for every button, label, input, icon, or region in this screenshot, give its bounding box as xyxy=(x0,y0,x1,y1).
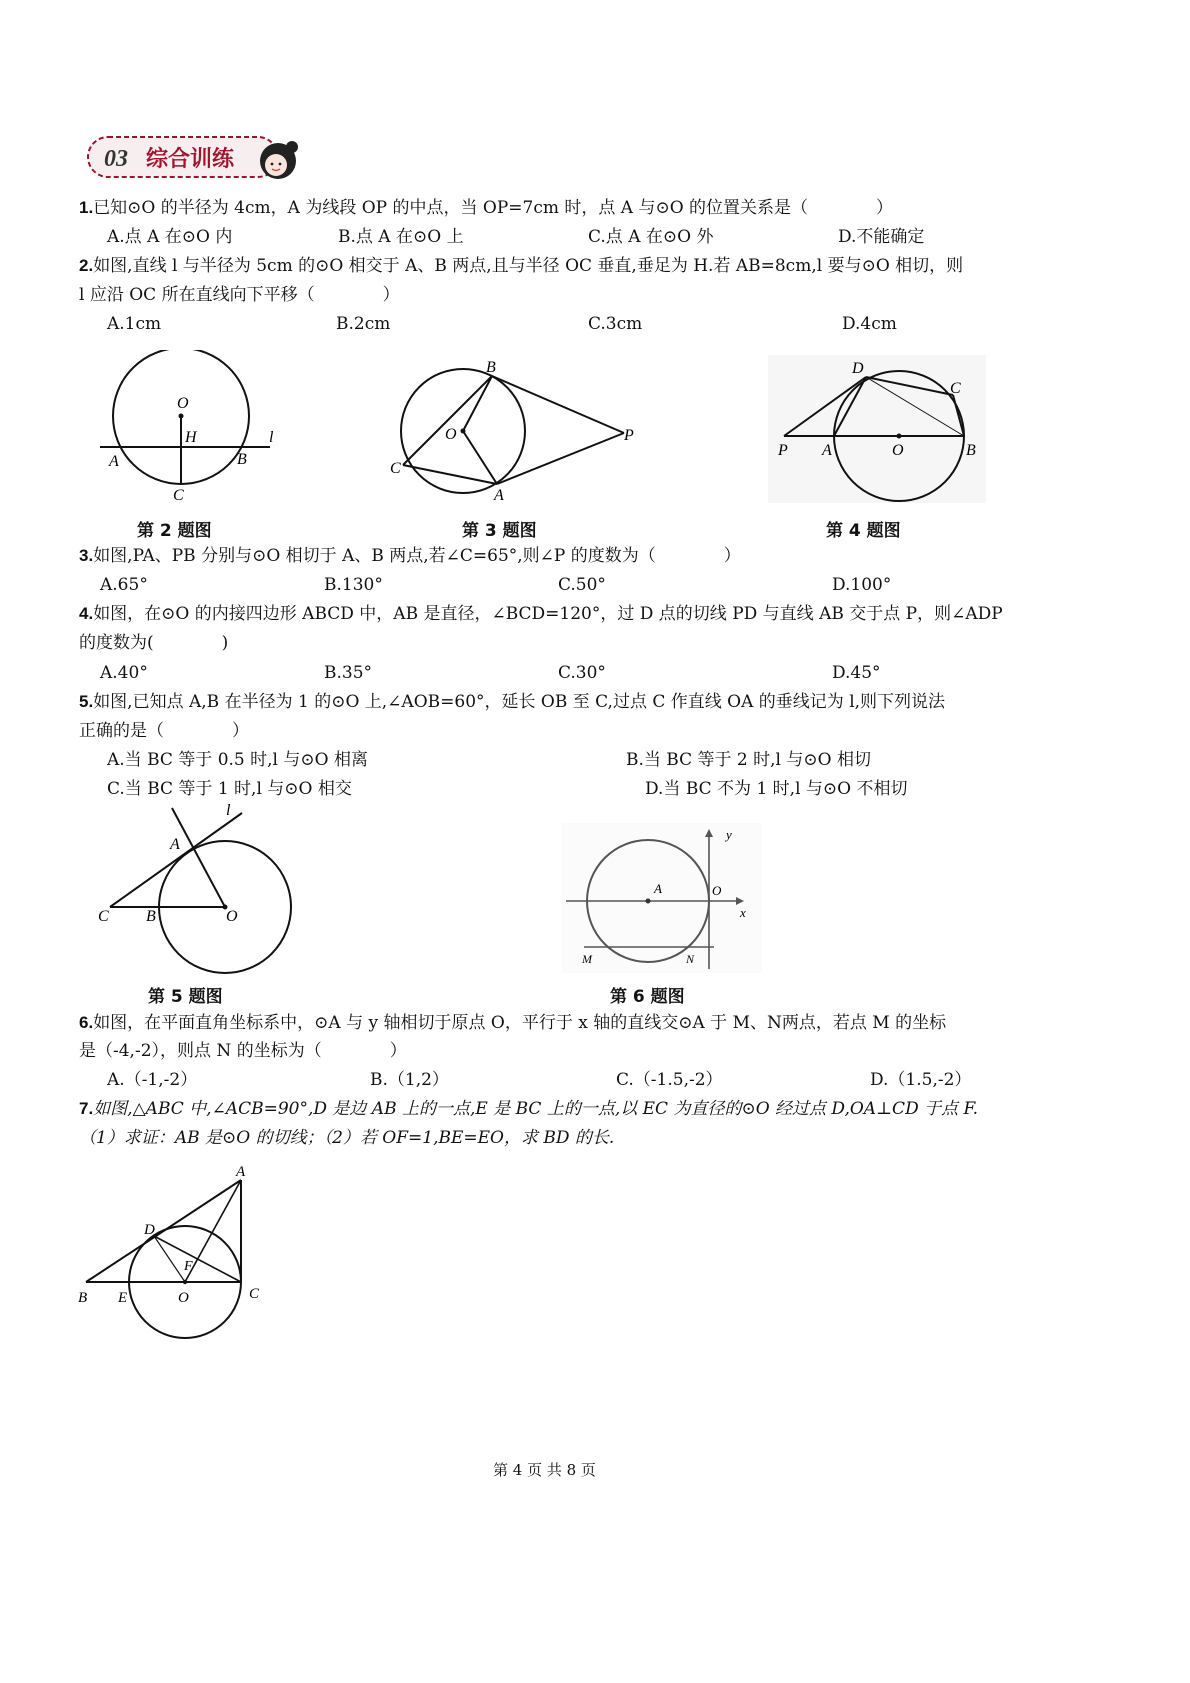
segment-do xyxy=(154,1236,185,1282)
option-d[interactable]: D.不能确定 xyxy=(838,227,925,247)
label-d: D xyxy=(144,1222,155,1238)
center-point xyxy=(897,434,902,439)
question-text-cont: （1）求证：AB 是⊙O 的切线；（2）若 OF=1,BE=EO，求 BD 的长. xyxy=(79,1128,615,1148)
question-text: 已知⊙O 的半径为 4cm，A 为线段 OP 的中点，当 OP=7cm 时，点 A 与⊙O 的位置关系是（ ） xyxy=(93,198,894,218)
label-a: A xyxy=(109,453,119,470)
figure-3 xyxy=(388,352,638,502)
section-title: 综合训练 xyxy=(146,147,235,172)
question-text: 如图,PA、PB 分别与⊙O 相切于 A、B 两点,若∠C=65°,则∠P 的度数为（ ） xyxy=(93,546,741,566)
option-d[interactable]: D.45° xyxy=(832,663,881,683)
option-c[interactable]: C.50° xyxy=(558,575,606,595)
figure-5 xyxy=(92,803,302,981)
tangent-pa xyxy=(497,433,624,484)
caption-figure-2: 第 2 题图 xyxy=(137,521,212,541)
option-b[interactable]: B.2cm xyxy=(336,314,391,334)
option-b[interactable]: B.点 A 在⊙O 上 xyxy=(338,227,464,247)
label-c: C xyxy=(390,460,401,477)
label-o: O xyxy=(892,442,904,459)
label-o: O xyxy=(178,1290,189,1306)
label-p: P xyxy=(624,427,634,444)
center-point xyxy=(646,899,651,904)
label-l: l xyxy=(226,803,231,819)
option-c[interactable]: C.当 BC 等于 1 时,l 与⊙O 相交 xyxy=(107,779,352,799)
center-point xyxy=(183,1280,187,1284)
question-text-cont: 是（-4,-2），则点 N 的坐标为（ ） xyxy=(79,1041,407,1061)
label-a: A xyxy=(236,1164,246,1180)
question-text: 如图，在平面直角坐标系中，⊙A 与 y 轴相切于原点 O，平行于 x 轴的直线交⊙A 于 M、N两点，若点 M 的坐标 xyxy=(93,1013,947,1033)
question-text-cont: 的度数为( ) xyxy=(79,633,229,653)
page-footer: 第 4 页 共 8 页 xyxy=(493,1461,596,1479)
label-o: O xyxy=(712,883,722,898)
label-a: A xyxy=(494,487,504,502)
radius-oa xyxy=(463,431,497,484)
question-2 xyxy=(79,255,963,277)
option-d[interactable]: D.当 BC 不为 1 时,l 与⊙O 不相切 xyxy=(645,779,908,799)
figure-7 xyxy=(74,1162,274,1344)
tangent-pb xyxy=(492,376,624,433)
label-b: B xyxy=(486,359,496,376)
option-b[interactable]: B.35° xyxy=(324,663,373,683)
figure-4 xyxy=(768,355,986,503)
question-4 xyxy=(79,603,1003,625)
label-b: B xyxy=(237,451,247,468)
line-l xyxy=(110,813,242,907)
question-text: 如图,△ABC 中,∠ACB=90°,D 是边 AB 上的一点,E 是 BC 上的一点,以 EC 为直径的⊙O 经过点 D,OA⊥CD 于点 F. xyxy=(93,1099,979,1119)
figure-background xyxy=(562,823,762,973)
question-number: 6. xyxy=(79,1013,94,1032)
label-c: C xyxy=(98,908,109,925)
label-y: y xyxy=(726,827,732,842)
caption-figure-4: 第 4 题图 xyxy=(826,521,901,541)
question-6 xyxy=(79,1012,946,1034)
label-a: A xyxy=(822,442,832,459)
label-b: B xyxy=(146,908,156,925)
option-c[interactable]: C.30° xyxy=(558,663,606,683)
question-text-cont: 正确的是（ ） xyxy=(79,721,249,741)
question-text: 如图，在⊙O 的内接四边形 ABCD 中，AB 是直径，∠BCD=120°，过 D 点的切线 PD 与直线 AB 交于点 P，则∠ADP xyxy=(93,604,1003,624)
label-x: x xyxy=(740,905,746,920)
chord-ca xyxy=(403,465,497,484)
question-7 xyxy=(79,1098,978,1120)
caption-figure-6: 第 6 题图 xyxy=(610,987,685,1007)
label-o: O xyxy=(226,908,238,925)
question-number: 3. xyxy=(79,546,94,565)
question-text: 如图,已知点 A,B 在半径为 1 的⊙O 上,∠AOB=60°，延长 OB 至 C,过点 C 作直线 OA 的垂线记为 l,则下列说法 xyxy=(93,692,946,712)
label-l: l xyxy=(269,429,274,446)
label-m: M xyxy=(582,952,592,966)
question-number: 2. xyxy=(79,256,94,275)
label-a: A xyxy=(654,881,662,896)
option-a[interactable]: A.65° xyxy=(100,575,148,595)
section-banner-graphic xyxy=(86,131,308,187)
side-ba xyxy=(86,1180,241,1282)
option-a[interactable]: A.点 A 在⊙O 内 xyxy=(107,227,233,247)
label-c: C xyxy=(249,1286,260,1302)
option-d[interactable]: D.4cm xyxy=(842,314,897,334)
question-number: 5. xyxy=(79,692,94,711)
option-d[interactable]: D.（1.5,-2） xyxy=(870,1070,972,1090)
label-b: B xyxy=(966,442,976,459)
option-b[interactable]: B.130° xyxy=(324,575,383,595)
label-h: H xyxy=(185,429,197,446)
question-1 xyxy=(79,197,893,219)
caption-figure-5: 第 5 题图 xyxy=(148,987,223,1007)
option-a[interactable]: A.当 BC 等于 0.5 时,l 与⊙O 相离 xyxy=(107,750,368,770)
radius-ob xyxy=(463,376,492,431)
label-c: C xyxy=(173,487,184,504)
option-d[interactable]: D.100° xyxy=(832,575,892,595)
label-b: B xyxy=(78,1290,88,1306)
question-text-cont: l 应沿 OC 所在直线向下平移（ ） xyxy=(79,285,400,305)
section-number: 03 xyxy=(104,146,128,172)
label-o: O xyxy=(445,426,457,443)
section-banner xyxy=(86,131,308,187)
option-a[interactable]: A.40° xyxy=(100,663,148,683)
figure-6 xyxy=(562,823,762,973)
label-c: C xyxy=(950,380,961,397)
label-f: F xyxy=(184,1259,193,1274)
option-b[interactable]: B.当 BC 等于 2 时,l 与⊙O 相切 xyxy=(626,750,871,770)
label-e: E xyxy=(118,1290,128,1306)
question-3 xyxy=(79,545,741,567)
question-number: 4. xyxy=(79,604,94,623)
option-b[interactable]: B.（1,2） xyxy=(370,1070,449,1090)
option-a[interactable]: A.（-1,-2） xyxy=(107,1070,198,1090)
option-a[interactable]: A.1cm xyxy=(107,314,162,334)
question-5 xyxy=(79,691,945,713)
option-c[interactable]: C.点 A 在⊙O 外 xyxy=(588,227,714,247)
question-text: 如图,直线 l 与半径为 5cm 的⊙O 相交于 A、B 两点,且与半径 OC 垂直,垂足为 H.若 AB=8cm,l 要与⊙O 相切，则 xyxy=(93,256,964,276)
figure-2 xyxy=(95,350,280,505)
option-c[interactable]: C.（-1.5,-2） xyxy=(616,1070,723,1090)
label-p: P xyxy=(778,442,788,459)
label-o: O xyxy=(177,395,189,412)
caption-figure-3: 第 3 题图 xyxy=(462,521,537,541)
segment-dc xyxy=(154,1236,241,1282)
label-n: N xyxy=(686,952,695,966)
option-c[interactable]: C.3cm xyxy=(588,314,643,334)
center-point xyxy=(179,414,184,419)
question-number: 7. xyxy=(79,1099,94,1118)
center-point xyxy=(461,429,466,434)
question-number: 1. xyxy=(79,198,94,217)
label-a: A xyxy=(170,836,180,853)
label-d: D xyxy=(852,360,864,377)
